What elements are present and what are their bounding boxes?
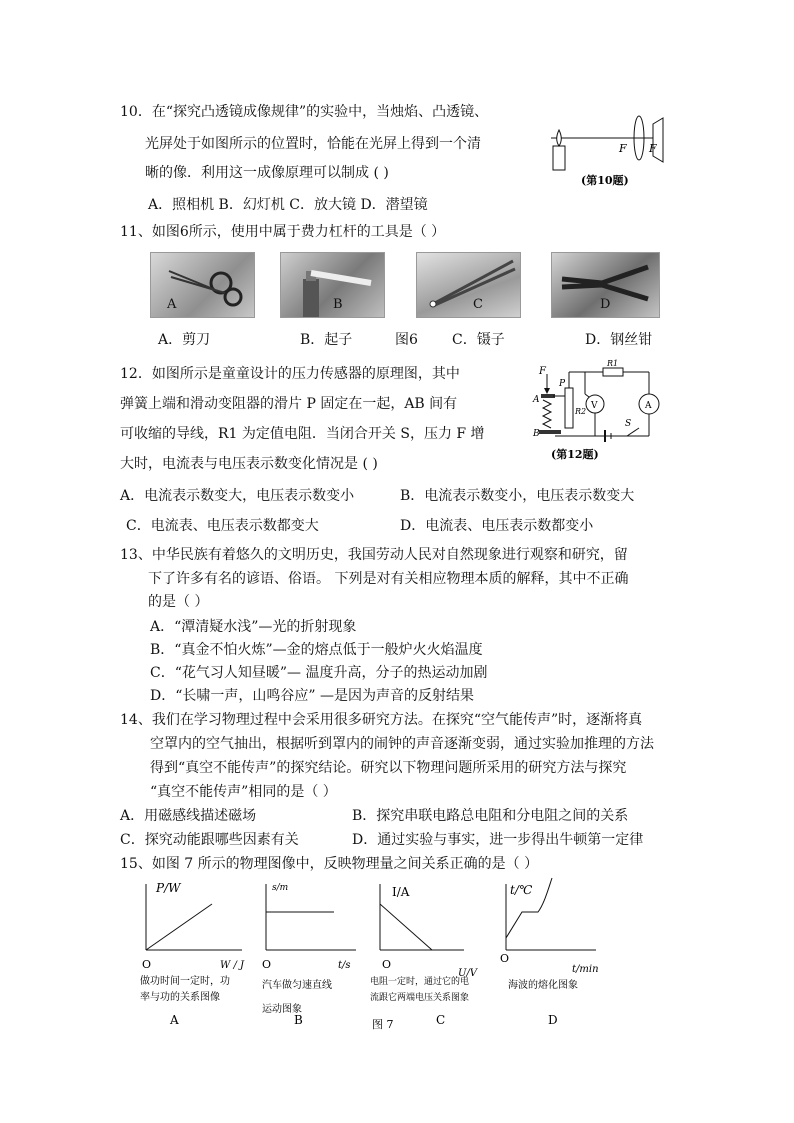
tweezers-icon [417,253,520,317]
photo-letter-b: B [333,297,343,312]
graph-b-ylabel: s/m [272,883,289,893]
q12-option-a: A．电流表示数变大，电压表示数变小 [120,488,355,504]
q11-stem: 11、如图6所示，使用中属于费力杠杆的工具是（ ） [120,224,446,240]
graph-b-origin: O [262,958,272,971]
q12-label-a: A [533,395,540,405]
q14-option-d: D．通过实验与事实，进一步得出牛顿第一定律 [352,832,644,848]
q13-option-c: C．“花气习人知昼暖”— 温度升高，分子的热运动加剧 [150,665,488,681]
q10-line1: 10．在“探究凸透镜成像规律”的实验中，当烛焰、凸透镜、 [120,104,489,120]
q12-label-r2: R2 [575,407,587,416]
q11-caption-a: A．剪刀 [158,332,211,348]
graph-c-letter: C [436,1013,446,1027]
q12-label-ammeter: A [645,401,652,411]
q14-line1: 14、我们在学习物理过程中会采用很多研究方法。在探究“空气能传声”时，逐渐将真 [120,712,643,728]
graph-a-desc1: 做功时间一定时，功 [140,976,230,987]
photo-letter-d: D [600,297,611,312]
q13-line2: 下了许多有名的谚语、俗语。 下列是对有关相应物理本质的解释，其中不正确 [148,571,629,587]
graph-d-ylabel: t/℃ [510,883,533,897]
graph-d-letter: D [548,1013,558,1027]
graph-c [368,878,498,1038]
q12-option-c: C．电流表、电压表示数都变大 [126,518,319,534]
graph-c-line [380,904,432,950]
q10-label-f2: F [649,142,657,155]
q14-option-c: C．探究动能跟哪些因素有关 [120,832,299,848]
graph-a-desc2: 率与功的关系图像 [140,992,220,1003]
q12-line2: 弹簧上端和滑动变阻器的滑片 P 固定在一起，AB 间有 [120,396,458,412]
graph-b-desc1: 汽车做匀速直线 [262,980,332,991]
photo-pliers [551,252,660,318]
q10-fig-caption: (第10题) [581,174,629,187]
graph-a [140,878,260,1028]
q12-label-b: B [533,429,540,439]
q11-caption-b: B．起子 [300,332,353,348]
q14-option-a: A．用磁感线描述磁场 [120,808,257,824]
q12-line4: 大时，电流表与电压表示数变化情况是 ( ) [120,456,378,472]
graph-a-xlabel: W / J [220,960,245,971]
q13-line1: 13、中华民族有着悠久的文明历史，我国劳动人民对自然现象进行观察和研究，留 [120,547,628,563]
graph-c-xlabel: U/V [458,968,478,979]
q12-line1: 12．如图所示是童童设计的压力传感器的原理图，其中 [120,366,460,382]
q13-option-a: A．“潭清疑水浅”—光的折射现象 [150,619,357,635]
q12-fig-caption: (第12题) [551,448,599,461]
q14-line3: 得到“真空不能传声”的探究结论。研究以下物理问题所采用的研究方法与探究 [150,760,627,776]
q12-circuit [533,359,665,472]
graph-b-letter: B [294,1013,303,1027]
q13-option-d: D．“长啸一声，山鸣谷应” —是因为声音的反射结果 [150,688,474,704]
q10-line2: 光屏处于如图所示的位置时，恰能在光屏上得到一个清 [145,136,481,152]
q12-label-r1: R1 [607,359,619,368]
q12-option-b: B．电流表示数变小，电压表示数变大 [400,488,635,504]
q10-options: A．照相机 B．幻灯机 C．放大镜 D．潜望镜 [148,197,428,213]
graph-a-letter: A [170,1013,179,1027]
q10-label-f1: F [619,142,627,155]
graph-d-desc1: 海波的熔化图象 [508,980,578,991]
graph-c-desc2: 流跟它两端电压关系图象 [370,993,470,1003]
photo-letter-c: C [473,297,483,312]
q14-line2: 空罩内的空气抽出，根据听到罩内的闹钟的声音逐渐变弱，通过实验加推理的方法 [150,736,654,752]
q12-label-f: F [539,366,546,377]
graph-d-xlabel: t/min [572,964,599,975]
q14-option-b: B．探究串联电路总电阻和分电阻之间的关系 [352,808,629,824]
graph-a-ylabel: P/W [156,881,181,895]
graph-b [260,878,380,1028]
graph-b-xlabel: t/s [338,960,351,971]
graph-c-desc1: 电阻一定时，通过它的电 [370,977,470,987]
q13-option-b: B．“真金不怕火炼”—金的熔点低于一般炉火火焰温度 [150,642,483,658]
q12-label-s: S [625,419,632,429]
graph-c-ylabel: I/A [392,885,410,899]
photo-scissors [150,252,255,318]
q12-option-d: D．电流表、电压表示数都变小 [400,518,594,534]
q12-label-v: V [591,401,598,411]
q11-caption-fig: 图6 [395,332,418,348]
q12-label-p: P [559,379,566,389]
photo-letter-a: A [167,297,177,312]
q15-stem: 15、如图 7 所示的物理图像中，反映物理量之间关系正确的是（ ） [120,856,539,872]
q11-caption-d: D．钢丝钳 [585,332,653,348]
graph-b-desc2: 运动图象 [262,1004,302,1015]
graph-a-line [146,904,212,950]
graph-d-origin: O [500,952,510,965]
q12-line3: 可收缩的导线，R1 为定值电阻．当闭合开关 S，压力 F 增 [120,426,485,442]
graph-a-origin: O [142,958,152,971]
graph-d [500,878,630,1028]
q14-line4: “真空不能传声”相同的是（ ） [150,784,337,800]
photo-bottle-opener [280,252,385,318]
q13-line3: 的是（ ） [148,594,209,610]
photo-tweezers [416,252,521,318]
graph-c-origin: O [382,958,392,971]
graph-c-caption: 图 7 [372,1018,394,1031]
q11-caption-c: C．镊子 [452,332,505,348]
q10-figure [545,118,665,198]
q10-line3: 晰的像．利用这一成像原理可以制成 ( ) [145,165,389,181]
